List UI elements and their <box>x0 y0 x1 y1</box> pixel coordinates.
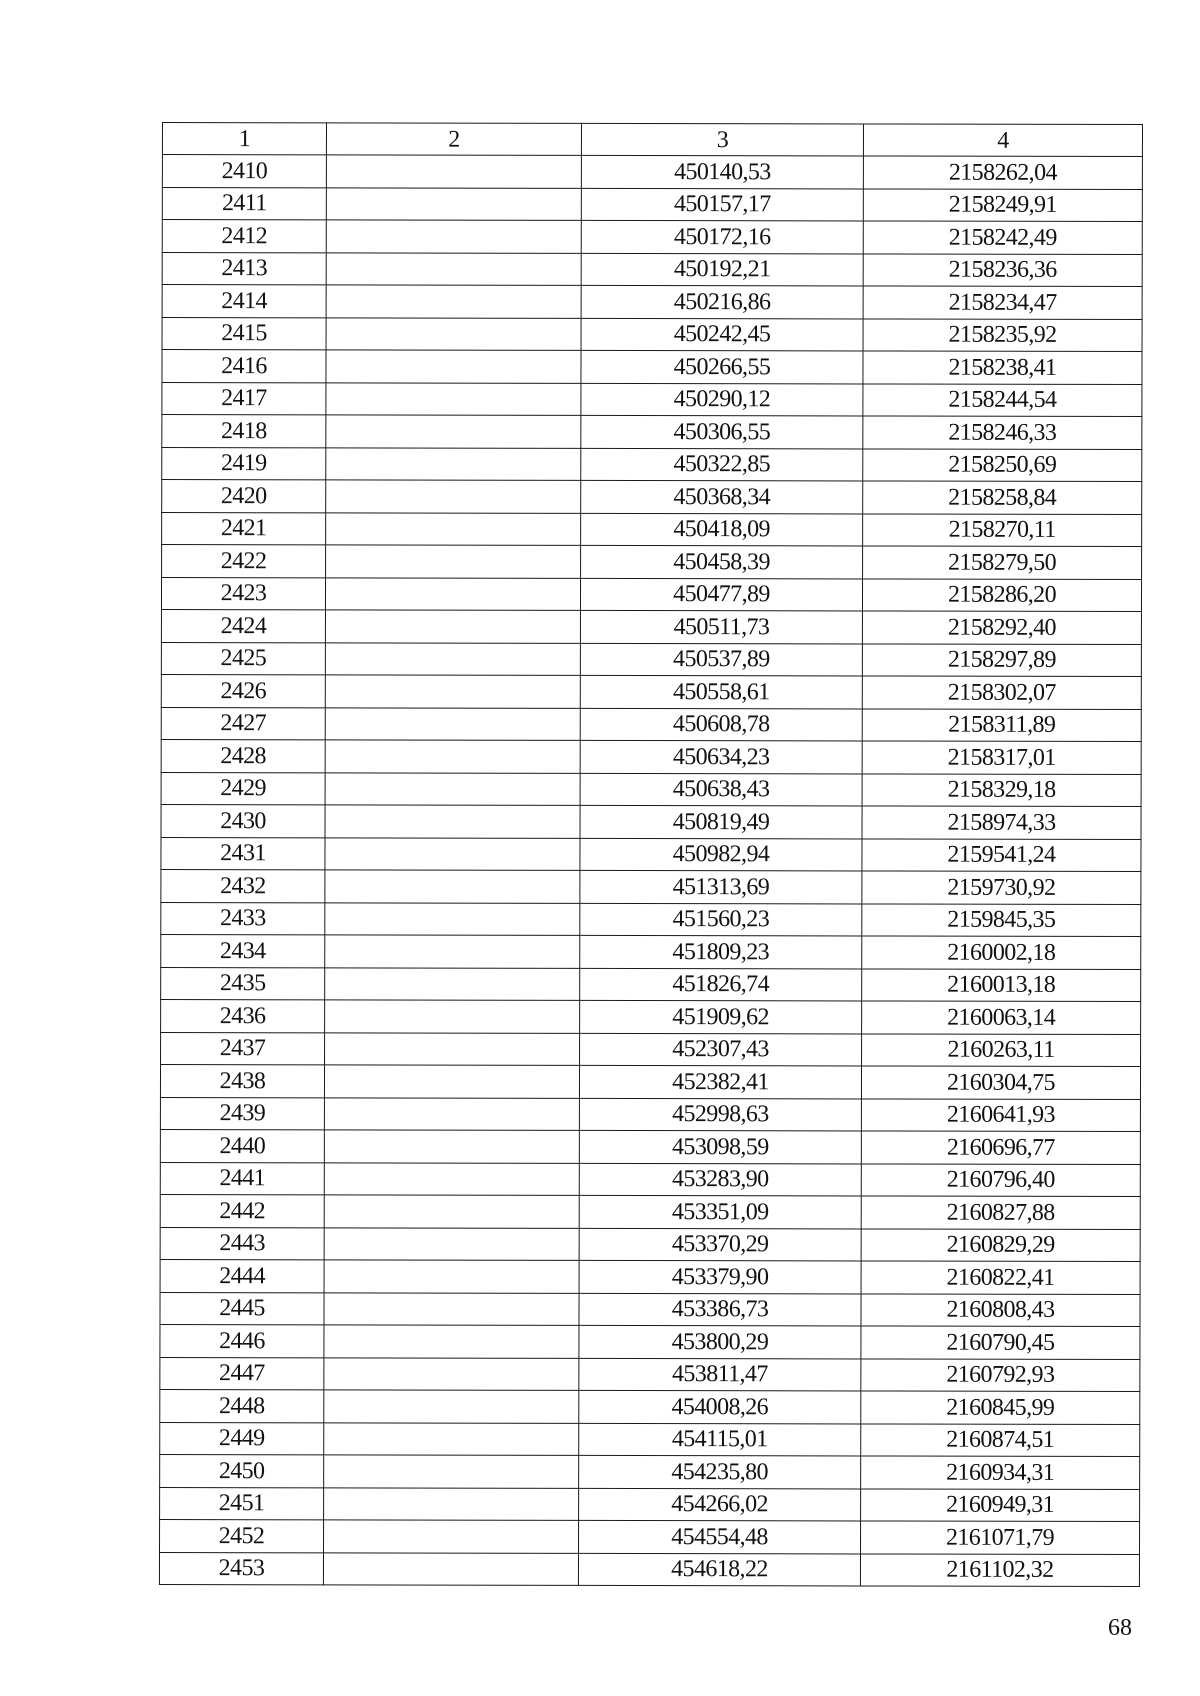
y-coordinate-cell: 2160696,77 <box>861 1131 1140 1164</box>
x-coordinate-cell: 454008,26 <box>579 1390 861 1423</box>
x-coordinate-cell: 450306,55 <box>581 415 863 448</box>
y-coordinate-cell: 2158311,89 <box>862 708 1141 741</box>
x-coordinate-cell: 450290,12 <box>581 383 863 416</box>
empty-cell <box>326 350 581 383</box>
table-row <box>161 804 1141 839</box>
empty-cell <box>325 805 580 838</box>
empty-cell <box>325 772 580 805</box>
y-coordinate-cell: 2158235,92 <box>863 318 1142 351</box>
table-row <box>162 220 1142 255</box>
point-number-cell: 2448 <box>160 1389 324 1422</box>
point-number-cell: 2433 <box>161 902 325 935</box>
point-number-cell: 2412 <box>162 220 326 253</box>
point-number-cell: 2417 <box>162 382 326 415</box>
x-coordinate-cell: 453370,29 <box>579 1228 861 1261</box>
table-row <box>160 1357 1140 1392</box>
point-number-cell: 2440 <box>160 1129 324 1162</box>
empty-cell <box>324 1227 579 1260</box>
table-row <box>162 382 1142 417</box>
table-row <box>161 869 1141 904</box>
y-coordinate-cell: 2158236,36 <box>863 253 1142 286</box>
y-coordinate-cell: 2160002,18 <box>862 936 1141 969</box>
x-coordinate-cell: 450458,39 <box>581 545 863 578</box>
x-coordinate-cell: 451909,62 <box>580 1000 862 1033</box>
table-row <box>161 967 1141 1002</box>
point-number-cell: 2431 <box>161 837 325 870</box>
point-number-cell: 2447 <box>160 1357 324 1390</box>
empty-cell <box>325 870 580 903</box>
page-number: 68 <box>1108 1615 1132 1641</box>
empty-cell <box>325 1032 580 1065</box>
y-coordinate-cell: 2161102,32 <box>860 1553 1139 1586</box>
x-coordinate-cell: 450157,17 <box>581 188 863 221</box>
table-row <box>160 1194 1140 1229</box>
point-number-cell: 2453 <box>159 1552 323 1585</box>
x-coordinate-cell: 450634,23 <box>580 740 862 773</box>
point-number-cell: 2421 <box>162 512 326 545</box>
y-coordinate-cell: 2158250,69 <box>863 448 1142 481</box>
point-number-cell: 2449 <box>160 1422 324 1455</box>
point-number-cell: 2436 <box>161 999 325 1032</box>
point-number-cell: 2425 <box>161 642 325 675</box>
x-coordinate-cell: 454235,80 <box>579 1455 861 1488</box>
table-row <box>160 1259 1140 1294</box>
x-coordinate-cell: 453386,73 <box>579 1293 861 1326</box>
column-header-2: 2 <box>326 123 581 156</box>
column-header-4: 4 <box>863 124 1142 157</box>
point-number-cell: 2432 <box>161 869 325 902</box>
point-number-cell: 2420 <box>162 480 326 513</box>
x-coordinate-cell: 450511,73 <box>580 610 862 643</box>
x-coordinate-cell: 450982,94 <box>580 838 862 871</box>
table-row <box>162 545 1142 580</box>
x-coordinate-cell: 451313,69 <box>580 870 862 903</box>
point-number-cell: 2430 <box>161 804 325 837</box>
point-number-cell: 2415 <box>162 317 326 350</box>
y-coordinate-cell: 2158286,20 <box>862 578 1141 611</box>
empty-cell <box>324 1422 579 1455</box>
x-coordinate-cell: 450608,78 <box>580 708 862 741</box>
point-number-cell: 2413 <box>162 252 326 285</box>
empty-cell <box>325 902 580 935</box>
table-row <box>161 674 1141 709</box>
y-coordinate-cell: 2158317,01 <box>862 741 1141 774</box>
empty-cell <box>324 1097 579 1130</box>
x-coordinate-cell: 450558,61 <box>580 675 862 708</box>
y-coordinate-cell: 2160641,93 <box>861 1098 1140 1131</box>
y-coordinate-cell: 2158302,07 <box>862 676 1141 709</box>
table-row <box>160 1162 1140 1197</box>
empty-cell <box>326 220 581 253</box>
table-row <box>161 610 1141 645</box>
y-coordinate-cell: 2158279,50 <box>863 546 1142 579</box>
y-coordinate-cell: 2160790,45 <box>861 1326 1140 1359</box>
y-coordinate-cell: 2160263,11 <box>862 1033 1141 1066</box>
point-number-cell: 2419 <box>162 447 326 480</box>
table-row <box>160 1519 1140 1554</box>
point-number-cell: 2446 <box>160 1324 324 1357</box>
x-coordinate-cell: 450477,89 <box>580 578 862 611</box>
empty-cell <box>324 1325 579 1358</box>
point-number-cell: 2428 <box>161 739 325 772</box>
table-row <box>160 1129 1140 1164</box>
y-coordinate-cell: 2160013,18 <box>862 968 1141 1001</box>
table-row <box>162 285 1142 320</box>
point-number-cell: 2434 <box>161 934 325 967</box>
y-coordinate-cell: 2158329,18 <box>862 773 1141 806</box>
point-number-cell: 2444 <box>160 1259 324 1292</box>
y-coordinate-cell: 2158262,04 <box>863 156 1142 189</box>
point-number-cell: 2414 <box>162 285 326 318</box>
empty-cell <box>325 675 580 708</box>
x-coordinate-cell: 454115,01 <box>579 1423 861 1456</box>
x-coordinate-cell: 450418,09 <box>581 513 863 546</box>
column-header-1: 1 <box>162 123 326 155</box>
table-row <box>161 999 1141 1034</box>
x-coordinate-cell: 450242,45 <box>581 318 863 351</box>
table-row <box>160 1487 1140 1522</box>
empty-cell <box>324 1162 579 1195</box>
y-coordinate-cell: 2160063,14 <box>862 1001 1141 1034</box>
x-coordinate-cell: 451560,23 <box>580 903 862 936</box>
empty-cell <box>325 935 580 968</box>
x-coordinate-cell: 450216,86 <box>581 285 863 318</box>
y-coordinate-cell: 2158244,54 <box>863 383 1142 416</box>
table-body <box>159 155 1142 1587</box>
x-coordinate-cell: 450638,43 <box>580 773 862 806</box>
table-row <box>161 1032 1141 1067</box>
empty-cell <box>326 317 581 350</box>
y-coordinate-cell: 2160808,43 <box>861 1293 1140 1326</box>
point-number-cell: 2429 <box>161 772 325 805</box>
empty-cell <box>325 837 580 870</box>
y-coordinate-cell: 2159730,92 <box>862 871 1141 904</box>
x-coordinate-cell: 450140,53 <box>581 155 863 188</box>
x-coordinate-cell: 452307,43 <box>580 1033 862 1066</box>
table-row <box>162 317 1142 352</box>
table-row <box>162 447 1142 482</box>
point-number-cell: 2438 <box>160 1064 324 1097</box>
empty-cell <box>326 480 581 513</box>
point-number-cell: 2452 <box>160 1519 324 1552</box>
table-row <box>160 1292 1140 1327</box>
table-row <box>159 1552 1139 1587</box>
table-row <box>161 642 1141 677</box>
empty-cell <box>326 285 581 318</box>
empty-cell <box>324 1455 579 1488</box>
table-row <box>162 155 1142 190</box>
empty-cell <box>324 1520 579 1553</box>
header-row <box>162 123 1142 157</box>
x-coordinate-cell: 454266,02 <box>579 1488 861 1521</box>
y-coordinate-cell: 2158270,11 <box>863 513 1142 546</box>
table-row <box>162 187 1142 222</box>
empty-cell <box>326 155 581 188</box>
y-coordinate-cell: 2160829,29 <box>861 1228 1140 1261</box>
x-coordinate-cell: 450192,21 <box>581 253 863 286</box>
y-coordinate-cell: 2158238,41 <box>863 351 1142 384</box>
table-row <box>160 1064 1140 1099</box>
table-row <box>162 252 1142 287</box>
x-coordinate-cell: 453379,90 <box>579 1260 861 1293</box>
y-coordinate-cell: 2160934,31 <box>861 1456 1140 1489</box>
point-number-cell: 2427 <box>161 707 325 740</box>
y-coordinate-cell: 2158974,33 <box>862 806 1141 839</box>
empty-cell <box>324 1065 579 1098</box>
column-header-3: 3 <box>581 123 863 156</box>
table-row <box>160 1454 1140 1489</box>
x-coordinate-cell: 453098,59 <box>579 1130 861 1163</box>
table-row <box>162 512 1142 547</box>
y-coordinate-cell: 2158246,33 <box>863 416 1142 449</box>
empty-cell <box>326 447 581 480</box>
y-coordinate-cell: 2158234,47 <box>863 286 1142 319</box>
point-number-cell: 2411 <box>162 187 326 220</box>
y-coordinate-cell: 2160845,99 <box>861 1391 1140 1424</box>
x-coordinate-cell: 454618,22 <box>578 1553 860 1586</box>
point-number-cell: 2445 <box>160 1292 324 1325</box>
point-number-cell: 2443 <box>160 1227 324 1260</box>
x-coordinate-cell: 451826,74 <box>580 968 862 1001</box>
empty-cell <box>324 1130 579 1163</box>
point-number-cell: 2439 <box>160 1097 324 1130</box>
y-coordinate-cell: 2160949,31 <box>861 1488 1140 1521</box>
y-coordinate-cell: 2158258,84 <box>863 481 1142 514</box>
table-row <box>162 415 1142 450</box>
table-row <box>161 707 1141 742</box>
empty-cell <box>324 1195 579 1228</box>
empty-cell <box>324 1260 579 1293</box>
empty-cell <box>324 1390 579 1423</box>
table-row <box>160 1324 1140 1359</box>
point-number-cell: 2435 <box>161 967 325 1000</box>
table-row <box>161 837 1141 872</box>
point-number-cell: 2450 <box>160 1454 324 1487</box>
point-number-cell: 2451 <box>160 1487 324 1520</box>
empty-cell <box>326 382 581 415</box>
x-coordinate-cell: 452382,41 <box>579 1065 861 1098</box>
point-number-cell: 2441 <box>160 1162 324 1195</box>
point-number-cell: 2423 <box>161 577 325 610</box>
coordinates-table <box>159 122 1143 1587</box>
empty-cell <box>324 1292 579 1325</box>
y-coordinate-cell: 2158249,91 <box>863 188 1142 221</box>
empty-cell <box>324 1357 579 1390</box>
x-coordinate-cell: 450322,85 <box>581 448 863 481</box>
table-row <box>161 902 1141 937</box>
point-number-cell: 2410 <box>162 155 326 188</box>
empty-cell <box>323 1552 578 1585</box>
x-coordinate-cell: 453800,29 <box>579 1325 861 1358</box>
point-number-cell: 2442 <box>160 1194 324 1227</box>
empty-cell <box>325 740 580 773</box>
y-coordinate-cell: 2158297,89 <box>862 643 1141 676</box>
y-coordinate-cell: 2160827,88 <box>861 1196 1140 1229</box>
y-coordinate-cell: 2159541,24 <box>862 838 1141 871</box>
x-coordinate-cell: 450368,34 <box>581 480 863 513</box>
table-row <box>160 1389 1140 1424</box>
x-coordinate-cell: 452998,63 <box>579 1098 861 1131</box>
empty-cell <box>326 512 581 545</box>
table-row <box>160 1227 1140 1262</box>
y-coordinate-cell: 2161071,79 <box>861 1521 1140 1554</box>
y-coordinate-cell: 2160874,51 <box>861 1423 1140 1456</box>
point-number-cell: 2418 <box>162 415 326 448</box>
point-number-cell: 2416 <box>162 350 326 383</box>
empty-cell <box>325 1000 580 1033</box>
empty-cell <box>326 545 581 578</box>
empty-cell <box>325 642 580 675</box>
y-coordinate-cell: 2160792,93 <box>861 1358 1140 1391</box>
point-number-cell: 2426 <box>161 674 325 707</box>
x-coordinate-cell: 450172,16 <box>581 220 863 253</box>
x-coordinate-cell: 450537,89 <box>580 643 862 676</box>
table-row <box>160 1097 1140 1132</box>
empty-cell <box>326 415 581 448</box>
x-coordinate-cell: 453283,90 <box>579 1163 861 1196</box>
empty-cell <box>325 577 580 610</box>
y-coordinate-cell: 2159845,35 <box>862 903 1141 936</box>
y-coordinate-cell: 2160304,75 <box>861 1066 1140 1099</box>
x-coordinate-cell: 451809,23 <box>580 935 862 968</box>
y-coordinate-cell: 2160822,41 <box>861 1261 1140 1294</box>
x-coordinate-cell: 450266,55 <box>581 350 863 383</box>
x-coordinate-cell: 453351,09 <box>579 1195 861 1228</box>
table-row <box>161 577 1141 612</box>
x-coordinate-cell: 453811,47 <box>579 1358 861 1391</box>
empty-cell <box>325 610 580 643</box>
table-row <box>162 480 1142 515</box>
table-row <box>161 772 1141 807</box>
empty-cell <box>325 967 580 1000</box>
empty-cell <box>325 707 580 740</box>
point-number-cell: 2437 <box>161 1032 325 1065</box>
table-row <box>162 350 1142 385</box>
empty-cell <box>324 1487 579 1520</box>
x-coordinate-cell: 454554,48 <box>579 1520 861 1553</box>
table-row <box>161 739 1141 774</box>
y-coordinate-cell: 2158242,49 <box>863 221 1142 254</box>
y-coordinate-cell: 2158292,40 <box>862 611 1141 644</box>
empty-cell <box>326 187 581 220</box>
table-row <box>160 1422 1140 1457</box>
y-coordinate-cell: 2160796,40 <box>861 1163 1140 1196</box>
point-number-cell: 2424 <box>161 610 325 643</box>
table-row <box>161 934 1141 969</box>
x-coordinate-cell: 450819,49 <box>580 805 862 838</box>
empty-cell <box>326 252 581 285</box>
point-number-cell: 2422 <box>162 545 326 578</box>
